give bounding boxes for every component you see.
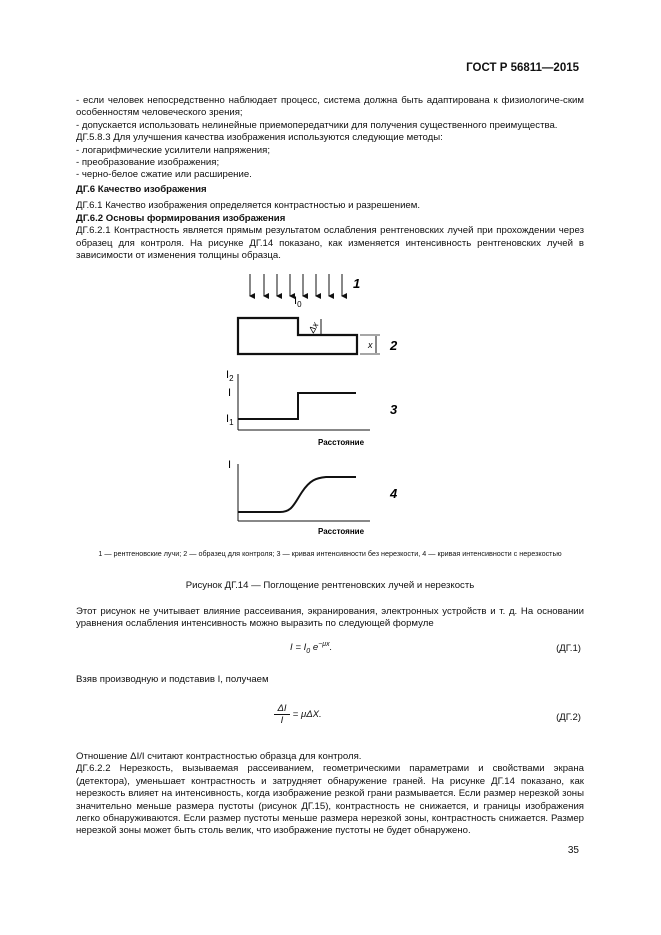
- label-4: 4: [390, 486, 398, 501]
- list-item: - допускается использовать нелинейные приемопередатчики для получения существенного преимущества.: [76, 119, 558, 131]
- paragraph: ДГ.6.2.1 Контрастность является прямым результатом ослабления рентгеновских лучей при прохождении через образец для контроля. На рисунке ДГ.14 показано, как изменяется интенсивность рентгеновских лучей в зависимости от изменения толщины образца.: [76, 225, 584, 262]
- xray-arrows: [250, 274, 342, 296]
- paragraph: ДГ.6.1 Качество изображения определяется контрастностью и разрешением.: [76, 200, 421, 212]
- list-item: - если человек непосредственно наблюдает процесс, система должна быть адаптирована к физиологиче-ским особенностям человеческого зрения;: [76, 95, 584, 119]
- axis-label-distance: Расстояние: [318, 438, 365, 447]
- figure-title: Рисунок ДГ.14 — Поглощение рентгеновских лучей и нерезкость: [185, 580, 475, 591]
- label-i: I: [228, 387, 232, 399]
- figure-caption: 1 — рентгеновские лучи; 2 — образец для контроля; 3 — кривая интенсивности без нерезкости, 4 — кривая интенсивности с нерезкостью: [98, 549, 562, 558]
- equation-1: $I = I_0$ $e^{-\mu x}$.: [290, 641, 333, 656]
- intro-list: [76, 95, 584, 182]
- section-title: ДГ.6 Качество изображения: [76, 184, 207, 195]
- label-i1: $I_1$: [226, 413, 234, 427]
- subsection-title: ДГ.6.2 Основы формирования изображения: [76, 212, 286, 224]
- sample-outline: [238, 318, 357, 354]
- label-x: x: [368, 340, 373, 350]
- paragraph-after-figure: Этот рисунок не учитывает влияние рассеивания, экранирования, электронных устройств и т. д. На основании уравнения ослабления интенсивность можно выразить по следующей формуле: [76, 606, 584, 630]
- equation-2: $\frac{\Delta I}{I}$ = μΔX.: [274, 703, 322, 726]
- page-number: 35: [567, 845, 579, 856]
- list-item: - логарифмические усилители напряжения;: [76, 144, 271, 156]
- label-3: 3: [390, 402, 398, 417]
- label-2: 2: [390, 338, 398, 353]
- label-dx: Δx: [306, 320, 321, 335]
- axis-label-distance: Расстояние: [318, 527, 365, 536]
- label-i0: $I_0$: [294, 295, 302, 309]
- figure-dg14: [210, 268, 450, 538]
- list-item: - преобразование изображения;: [76, 157, 220, 169]
- paragraph-derivative: Взяв производную и подставив I, получаем: [76, 674, 269, 685]
- section-6: [76, 184, 584, 262]
- label-1: 1: [353, 276, 361, 291]
- list-item: - черно-белое сжатие или расширение.: [76, 169, 252, 181]
- page-header: ГОСТ Р 56811—2015: [466, 62, 579, 74]
- equation-number-2: (ДГ.2): [556, 712, 581, 723]
- label-i2: $I_2$: [226, 369, 234, 383]
- final-paragraphs: Отношение ΔI/I считают контрастностью образца для контроля. ДГ.6.2.2 Нерезкость, вызываемая рассеиванием, геометрическими параметрами и свойствами экрана (детектора), уменьшает контрастность и затрудняет обнаружение граней. На рисунке ДГ.14 показано, как нерезкость влияет на интенсивность, когда изображение резкой грани размывается. Если размер нерезкой зоны значительно меньше размера пустоты (рисунок ДГ.15), контрастность не снижается, и границы изображения легко обнаруживаются. Если размер пустоты меньше размера нерезкой зоны, контрастность снижается. Размер нерезкой зоны может быть столь велик, что изображение пустоты не будет обнаружено.: [76, 751, 584, 837]
- label-i-curve: I: [228, 459, 232, 471]
- list-item: ДГ.5.8.3 Для улучшения качества изображения используются следующие методы:: [76, 132, 443, 144]
- equation-number-1: (ДГ.1): [556, 643, 581, 654]
